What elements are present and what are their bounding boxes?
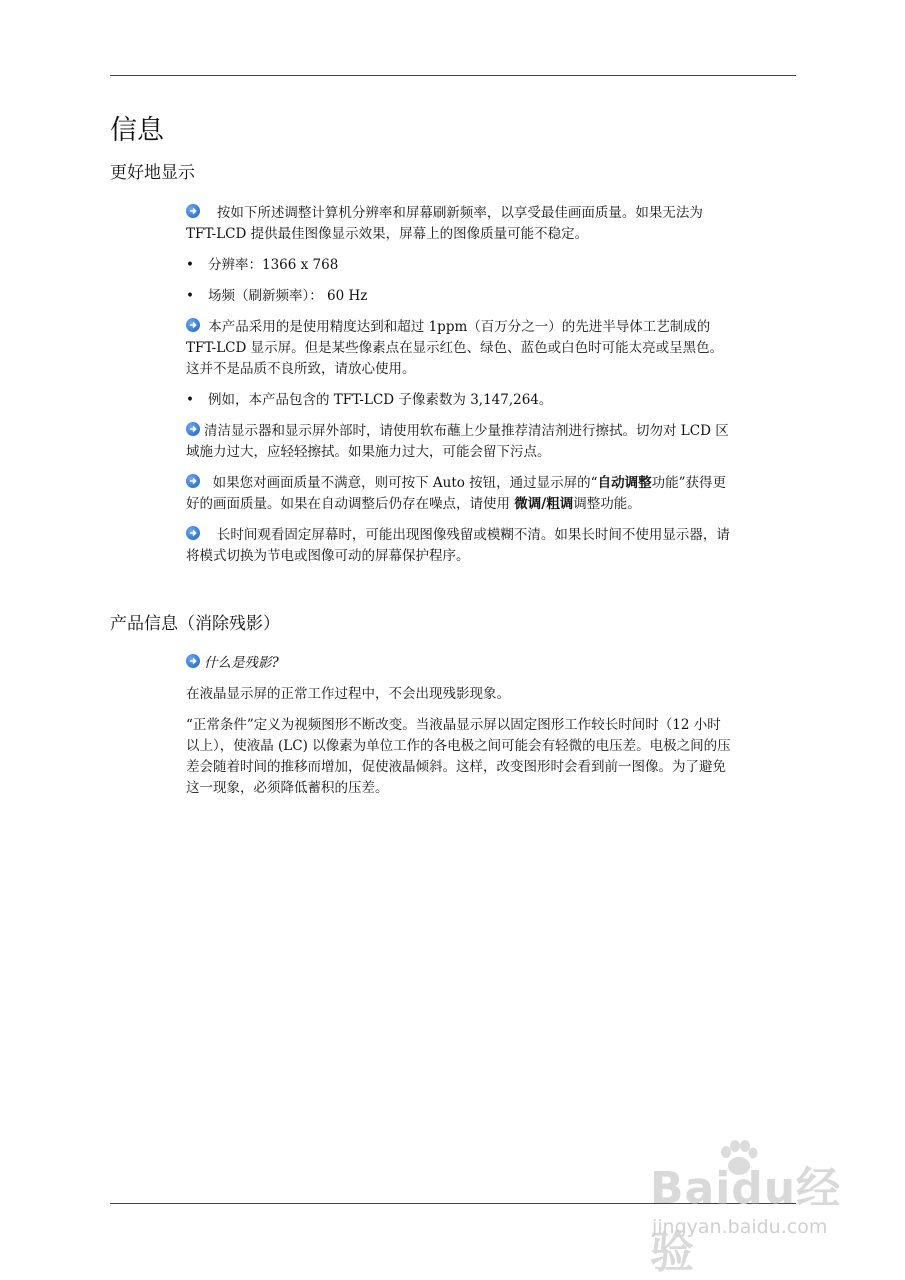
arrow-icon (186, 204, 200, 218)
arrow-icon (186, 422, 200, 436)
bullet-refresh: • 场频（刷新频率）： 60 Hz (186, 288, 368, 304)
section-heading-afterimage: 产品信息（消除残影） (110, 614, 280, 634)
arrow-icon (186, 474, 200, 488)
bullet-subpixels: • 例如，本产品包含的 TFT-LCD 子像素数为 3,147,264。 (186, 392, 553, 408)
paragraph-cleaning: 清洁显示器和显示屏外部时，请使用软布蘸上少量推荐清洁剂进行擦拭。切勿对 LCD 区域施力过大，应轻轻擦拭。如果施力过大，可能会留下污点。 (186, 423, 729, 460)
arrow-icon (186, 654, 200, 668)
section-heading-display: 更好地显示 (110, 163, 195, 183)
arrow-icon (186, 526, 200, 540)
question-line: 什么是残影? (186, 653, 732, 674)
paragraph-resolution: 按如下所述调整计算机分辨率和屏幕刷新频率，以享受最佳画面质量。如果无法为 TFT-LCD 提供最佳图像显示效果，屏幕上的图像质量可能不稳定。 (186, 205, 703, 242)
paragraph-pixels: 本产品采用的是使用精度达到和超过 1ppm（百万分之一）的先进半导体工艺制成的 TFT-LCD 显示屏。但是某些像素点在显示红色、绿色、蓝色或白色时可能太亮或呈黑色。这并不是品质不良所致，请放心使用。 (186, 319, 724, 377)
section-afterimage-content (186, 653, 732, 809)
arrow-icon (186, 318, 200, 332)
paragraph-auto-adjust: 如果您对画面质量不满意，则可按下 Auto 按钮，通过显示屏的“自动调整功能”获得更好的画面质量。如果在自动调整后仍存在噪点，请使用 微调/粗调调整功能。 (186, 475, 726, 512)
watermark-url: jingyan.baidu.com (652, 1216, 828, 1238)
bullet-resolution: • 分辨率：1366 x 768 (186, 257, 339, 273)
top-rule (110, 75, 796, 76)
paragraph-normal-condition: “正常条件”定义为视频图形不断改变。当液晶显示屏以固定图形工作较长时间时（12 小时以上），使液晶 (LC) 以像素为单位工作的各电极之间可能会有轻微的电压差。电极之间的压差会随着时间的推移而增加，促使液晶倾斜。这样，改变图形时会看到前一图像。为了避免这一现象，必须降低蓄积的压差。 (186, 717, 731, 796)
paragraph-normal-operation: 在液晶显示屏的正常工作过程中，不会出现残影现象。 (186, 686, 510, 702)
section-display-content (186, 203, 732, 577)
baidu-watermark (632, 1140, 862, 1278)
page-title: 信息 (110, 115, 164, 146)
paragraph-screensaver: 长时间观看固定屏幕时，可能出现图像残留或模糊不清。如果长时间不使用显示器，请将模式切换为节电或图像可动的屏幕保护程序。 (186, 527, 730, 564)
watermark-logo: Baidu经验 (650, 1163, 842, 1278)
